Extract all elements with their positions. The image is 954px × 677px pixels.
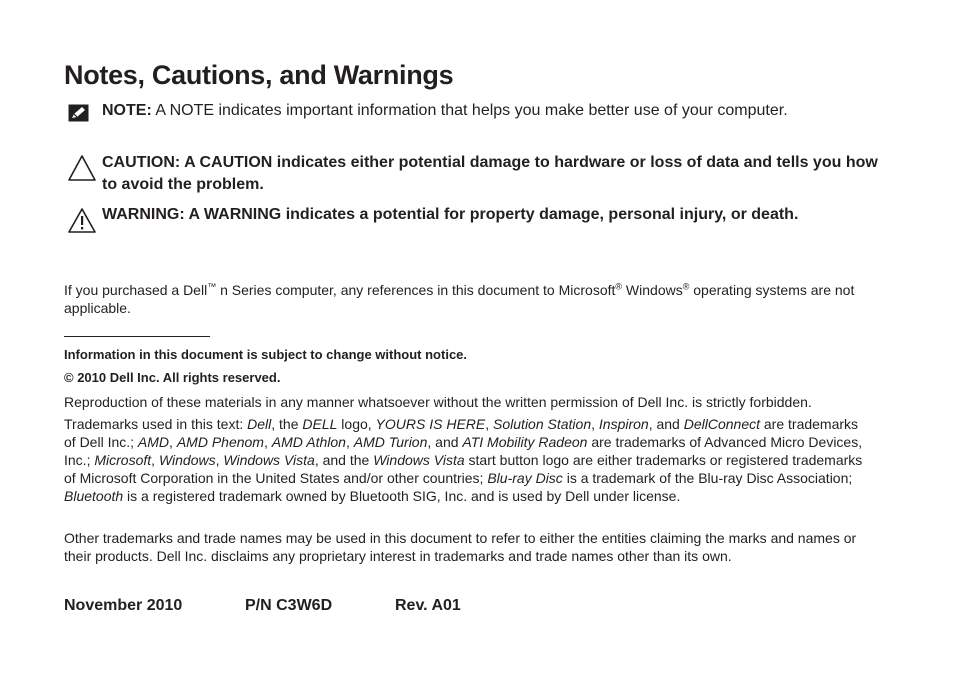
tm-text: , [263, 434, 272, 450]
tm-name: AMD Turion [353, 434, 428, 450]
tm-name: Windows Vista [373, 452, 465, 468]
series-text-4: operating systems are not applicable. [64, 282, 855, 316]
tm-name: Blu-ray Disc [487, 470, 563, 486]
note-pencil-icon [68, 104, 90, 122]
caution-notice: CAUTION: A CAUTION indicates either potential damage to hardware or loss of data and tells you how to avoid the problem. [102, 154, 878, 193]
warning-notice: WARNING: A WARNING indicates a potential for property damage, personal injury, or death. [102, 206, 799, 223]
tm-name: Windows Vista [223, 452, 315, 468]
trademark-symbol: ™ [207, 281, 217, 292]
copyright-notice: © 2010 Dell Inc. All rights reserved. [64, 370, 281, 385]
trademarks-paragraph [64, 415, 864, 505]
tm-text: , [345, 434, 354, 450]
note-text: A NOTE indicates important information that helps you make better use of your computer. [155, 102, 788, 119]
tm-text: is a trademark of the Blu-ray Disc Association; [562, 470, 853, 486]
tm-name: Bluetooth [64, 488, 124, 504]
page-title: Notes, Cautions, and Warnings [64, 60, 454, 90]
tm-text: , and the [314, 452, 374, 468]
info-change-notice: Information in this document is subject to change without notice. [64, 347, 468, 362]
tm-name: AMD Athlon [271, 434, 346, 450]
tm-name: Solution Station [493, 416, 592, 432]
tm-name: DellConnect [683, 416, 760, 432]
tm-text: , [151, 452, 159, 468]
tm-name: AMD [137, 434, 170, 450]
tm-text: start button logo are either trademarks or registered trademarks of Microsoft Corporation in the United States and/or other countries; [64, 452, 863, 486]
tm-text: are trademarks of Advanced Micro Devices, Inc.; [64, 434, 863, 468]
tm-text: is a registered trademark owned by Bluetooth SIG, Inc. and is used by Dell under license. [123, 488, 681, 504]
tm-text: Trademarks used in this text: [64, 416, 248, 432]
tm-name: Inspiron [598, 416, 649, 432]
registered-symbol: ® [682, 281, 690, 292]
series-text-2: n Series computer, any references in this document to Microsoft [216, 282, 616, 298]
tm-name: Dell [247, 416, 272, 432]
warning-triangle-icon [67, 207, 97, 235]
registered-symbol: ® [615, 281, 623, 292]
publication-date: November 2010 [64, 597, 183, 614]
note-notice [102, 100, 882, 122]
caution-triangle-icon [67, 154, 97, 182]
reproduction-notice: Reproduction of these materials in any manner whatsoever without the written permission of Dell Inc. is strictly forbidden. [64, 394, 812, 410]
tm-text: , and [648, 416, 684, 432]
tm-text: , [169, 434, 177, 450]
tm-name: Microsoft [94, 452, 152, 468]
series-text-3: Windows [622, 282, 683, 298]
tm-text: logo, [337, 416, 376, 432]
divider-rule [64, 336, 210, 337]
n-series-notice [64, 281, 864, 317]
tm-text: , the [271, 416, 303, 432]
tm-text: are trademarks of Dell Inc.; [64, 416, 859, 450]
tm-text: , [591, 416, 599, 432]
tm-text: , and [427, 434, 463, 450]
tm-text: , [215, 452, 224, 468]
part-number: P/N C3W6D [245, 597, 333, 614]
tm-name: DELL [302, 416, 338, 432]
note-label: NOTE: [102, 102, 152, 119]
other-trademarks-paragraph: Other trademarks and trade names may be used in this document to refer to either the entities claiming the marks and names or their products. Dell Inc. disclaims any proprietary interest in trademarks and trade names other than its own. [64, 530, 857, 564]
tm-text: , [485, 416, 494, 432]
tm-name: YOURS IS HERE [375, 416, 486, 432]
tm-name: ATI Mobility Radeon [462, 434, 588, 450]
tm-name: AMD Phenom [176, 434, 264, 450]
revision: Rev. A01 [395, 597, 461, 614]
tm-name: Windows [158, 452, 216, 468]
series-text-1: If you purchased a Dell [64, 282, 208, 298]
